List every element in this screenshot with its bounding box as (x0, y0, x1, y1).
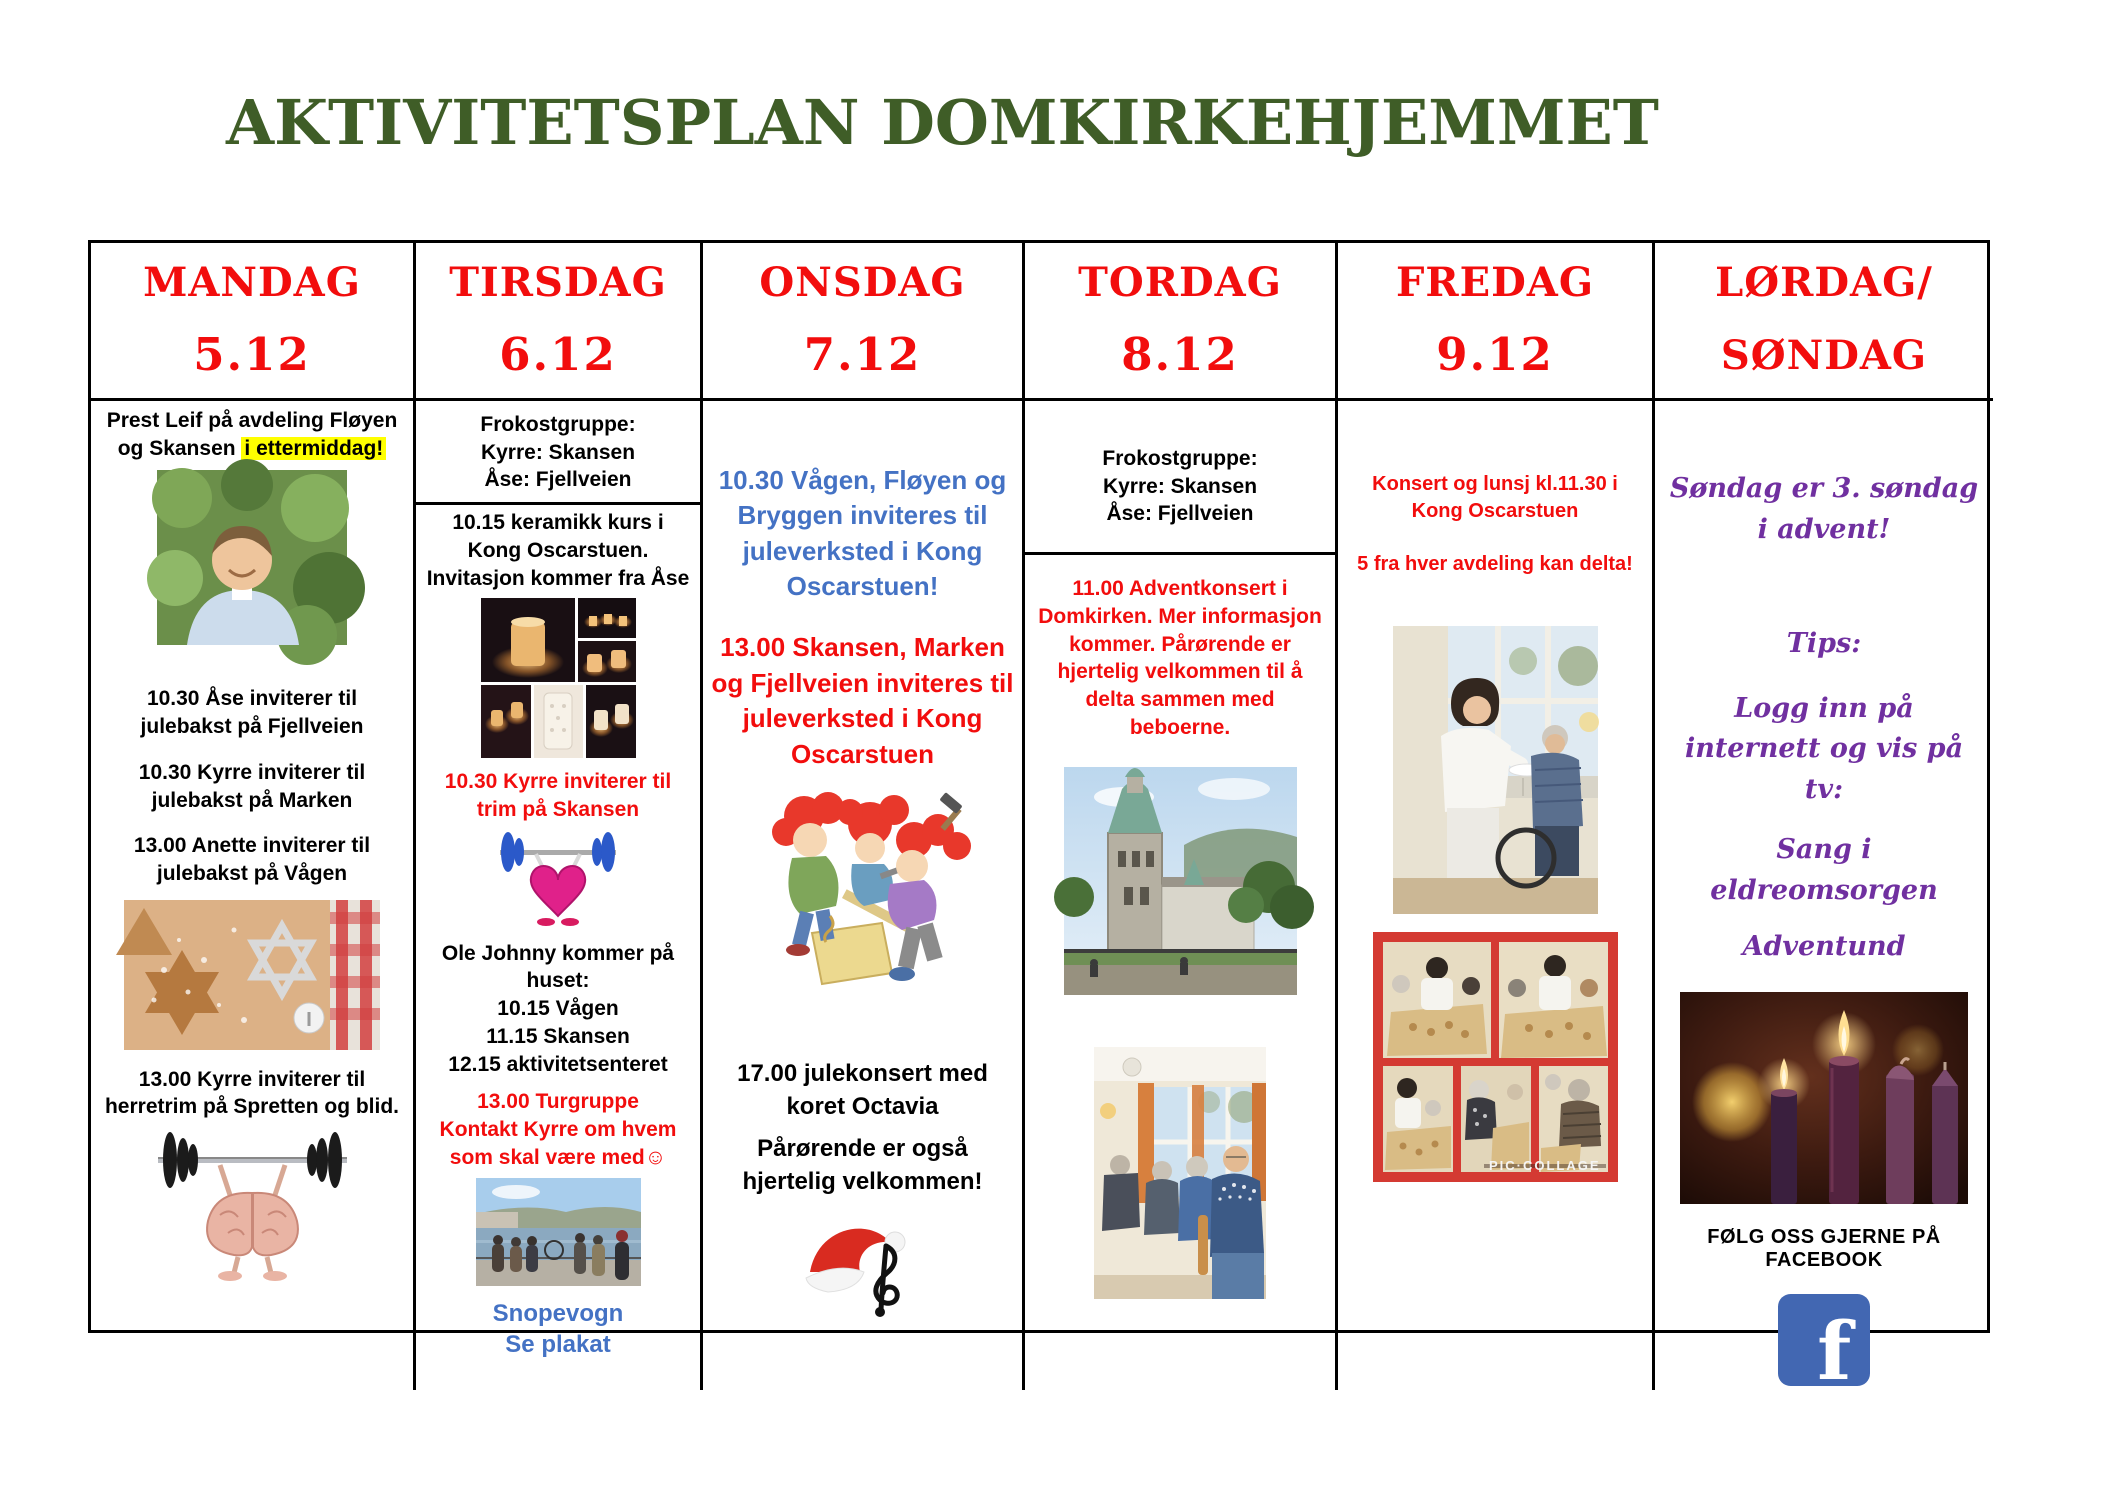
priest-photo (157, 470, 347, 645)
day-label: TIRSDAG (449, 259, 667, 306)
juleverksted-afternoon-item: 13.00 Skansen, Marken og Fjellveien inviteres til juleverksted i Kong Oscarstuen (711, 632, 1014, 769)
tips-label: Tips: (1786, 628, 1862, 659)
residents-sitting-photo (1094, 1047, 1266, 1299)
date-label: 9.12 (1436, 328, 1554, 381)
gingerbread-baking-photo (124, 900, 380, 1050)
svg-text:f: f (1817, 1303, 1852, 1398)
heart-lifting-barbell-image (488, 828, 628, 928)
date-label: 6.12 (499, 328, 617, 381)
header-friday (1338, 243, 1655, 401)
day-label: FREDAG (1395, 259, 1594, 306)
julebakst-vagen-item: 13.00 Anette inviterer til julebakst på Vågen (133, 834, 371, 886)
column-weekend (1655, 401, 1993, 1398)
divider-line (416, 502, 700, 505)
juleverksted-morning-item: 10.30 Vågen, Fløyen og Bryggen inviteres til juleverksted i Kong Oscarstuen! (718, 465, 1007, 602)
date-label: 8.12 (1121, 328, 1239, 381)
cathedral-photo (1064, 767, 1297, 995)
pic-collage-watermark: PIC·COLLAGE (1484, 1164, 1606, 1168)
schedule-table (88, 240, 1990, 1398)
date-label: 5.12 (193, 328, 311, 381)
frokostgruppe-block: Frokostgruppe: Kyrre: Skansen Åse: Fjellveien (1102, 447, 1258, 526)
nurse-with-residents-photo (1393, 626, 1598, 914)
snopevogn-block: Snopevogn Se plakat (492, 1299, 624, 1359)
baking-activity-collage (1373, 932, 1618, 1182)
julebakst-fjellveien-item: 10.30 Åse inviterer til julebakst på Fjellveien (140, 687, 364, 739)
page-title: AKTIVITETSPLAN DOMKIRKEHJEMMET (226, 86, 1659, 159)
column-thursday (1025, 401, 1338, 1390)
julebakst-marken-item: 10.30 Kyrre inviterer til julebakst på Marken (138, 760, 366, 812)
tips-adventund-item: Adventund (1742, 931, 1906, 962)
highlighted-text: i ettermiddag! (241, 437, 386, 460)
advent-sunday-item: Søndag er 3. søndag i advent! (1669, 473, 1979, 545)
divider-line (1025, 552, 1335, 555)
header-wednesday (703, 243, 1025, 401)
frokostgruppe-block: Frokostgruppe: Kyrre: Skansen Åse: Fjellveien (480, 413, 636, 492)
keramikk-item: 10.15 keramikk kurs i Kong Oscarstuen. Invitasjon kommer fra Åse (426, 511, 690, 590)
day-label: MANDAG (143, 259, 361, 306)
advent-candles-photo (1680, 992, 1968, 1204)
prest-leif-item: Prest Leif på avdeling Fløyen og Skansen i ettermiddag! (106, 409, 398, 460)
facebook-logo (1778, 1294, 1870, 1398)
herretrim-item: 13.00 Kyrre inviterer til herretrim på Spretten og blid. (104, 1067, 400, 1119)
santa-hat-music-note-image (798, 1212, 928, 1320)
column-friday (1338, 401, 1655, 1390)
header-thursday (1025, 243, 1338, 401)
date-label: 7.12 (803, 328, 922, 381)
ole-johnny-block: Ole Johnny kommer på huset: 10.15 Vågen 11.15 Skansen 12.15 aktivitetsenteret (441, 941, 675, 1076)
delta-item: 5 fra hver avdeling kan delta! (1357, 553, 1633, 575)
header-monday (91, 243, 416, 401)
konsert-lunsj-item: Konsert og lunsj kl.11.30 i Kong Oscarstuen (1372, 473, 1618, 522)
column-tuesday (416, 401, 703, 1390)
adventkonsert-item: 11.00 Adventkonsert i Domkirken. Mer informasjon kommer. Pårørende er hjertelig velkommen til å delta sammen med beboerne. (1038, 577, 1322, 739)
facebook-caption: FØLG OSS GJERNE PÅ FACEBOOK (1707, 1225, 1941, 1271)
column-monday (91, 401, 416, 1390)
ceramic-candles-collage (481, 598, 636, 758)
christmas-elves-cartoon (752, 788, 974, 1008)
tips-sang-item: Sang i eldreomsorgen (1710, 834, 1938, 906)
day-label: ONSDAG (759, 259, 966, 306)
trim-skansen-item: 10.30 Kyrre inviterer til trim på Skansen (444, 770, 672, 822)
day-label-2: SØNDAG (1720, 332, 1928, 379)
tips-internett-item: Logg inn på internett og vis på tv: (1684, 692, 1964, 805)
walking-group-photo (476, 1178, 641, 1286)
header-weekend (1655, 243, 1993, 401)
turgruppe-block: 13.00 Turgruppe Kontakt Kyrre om hvem som skal være med☺ (439, 1090, 677, 1169)
day-label: LØRDAG/ (1715, 259, 1933, 306)
julekonsert-block: 17.00 julekonsert med koret Octavia Pårørende er også hjertelig velkommen! (737, 1059, 988, 1195)
header-tuesday (416, 243, 703, 401)
column-wednesday (703, 401, 1025, 1390)
day-label: TORDAG (1078, 259, 1282, 306)
brain-lifting-barbell-image (140, 1123, 365, 1283)
